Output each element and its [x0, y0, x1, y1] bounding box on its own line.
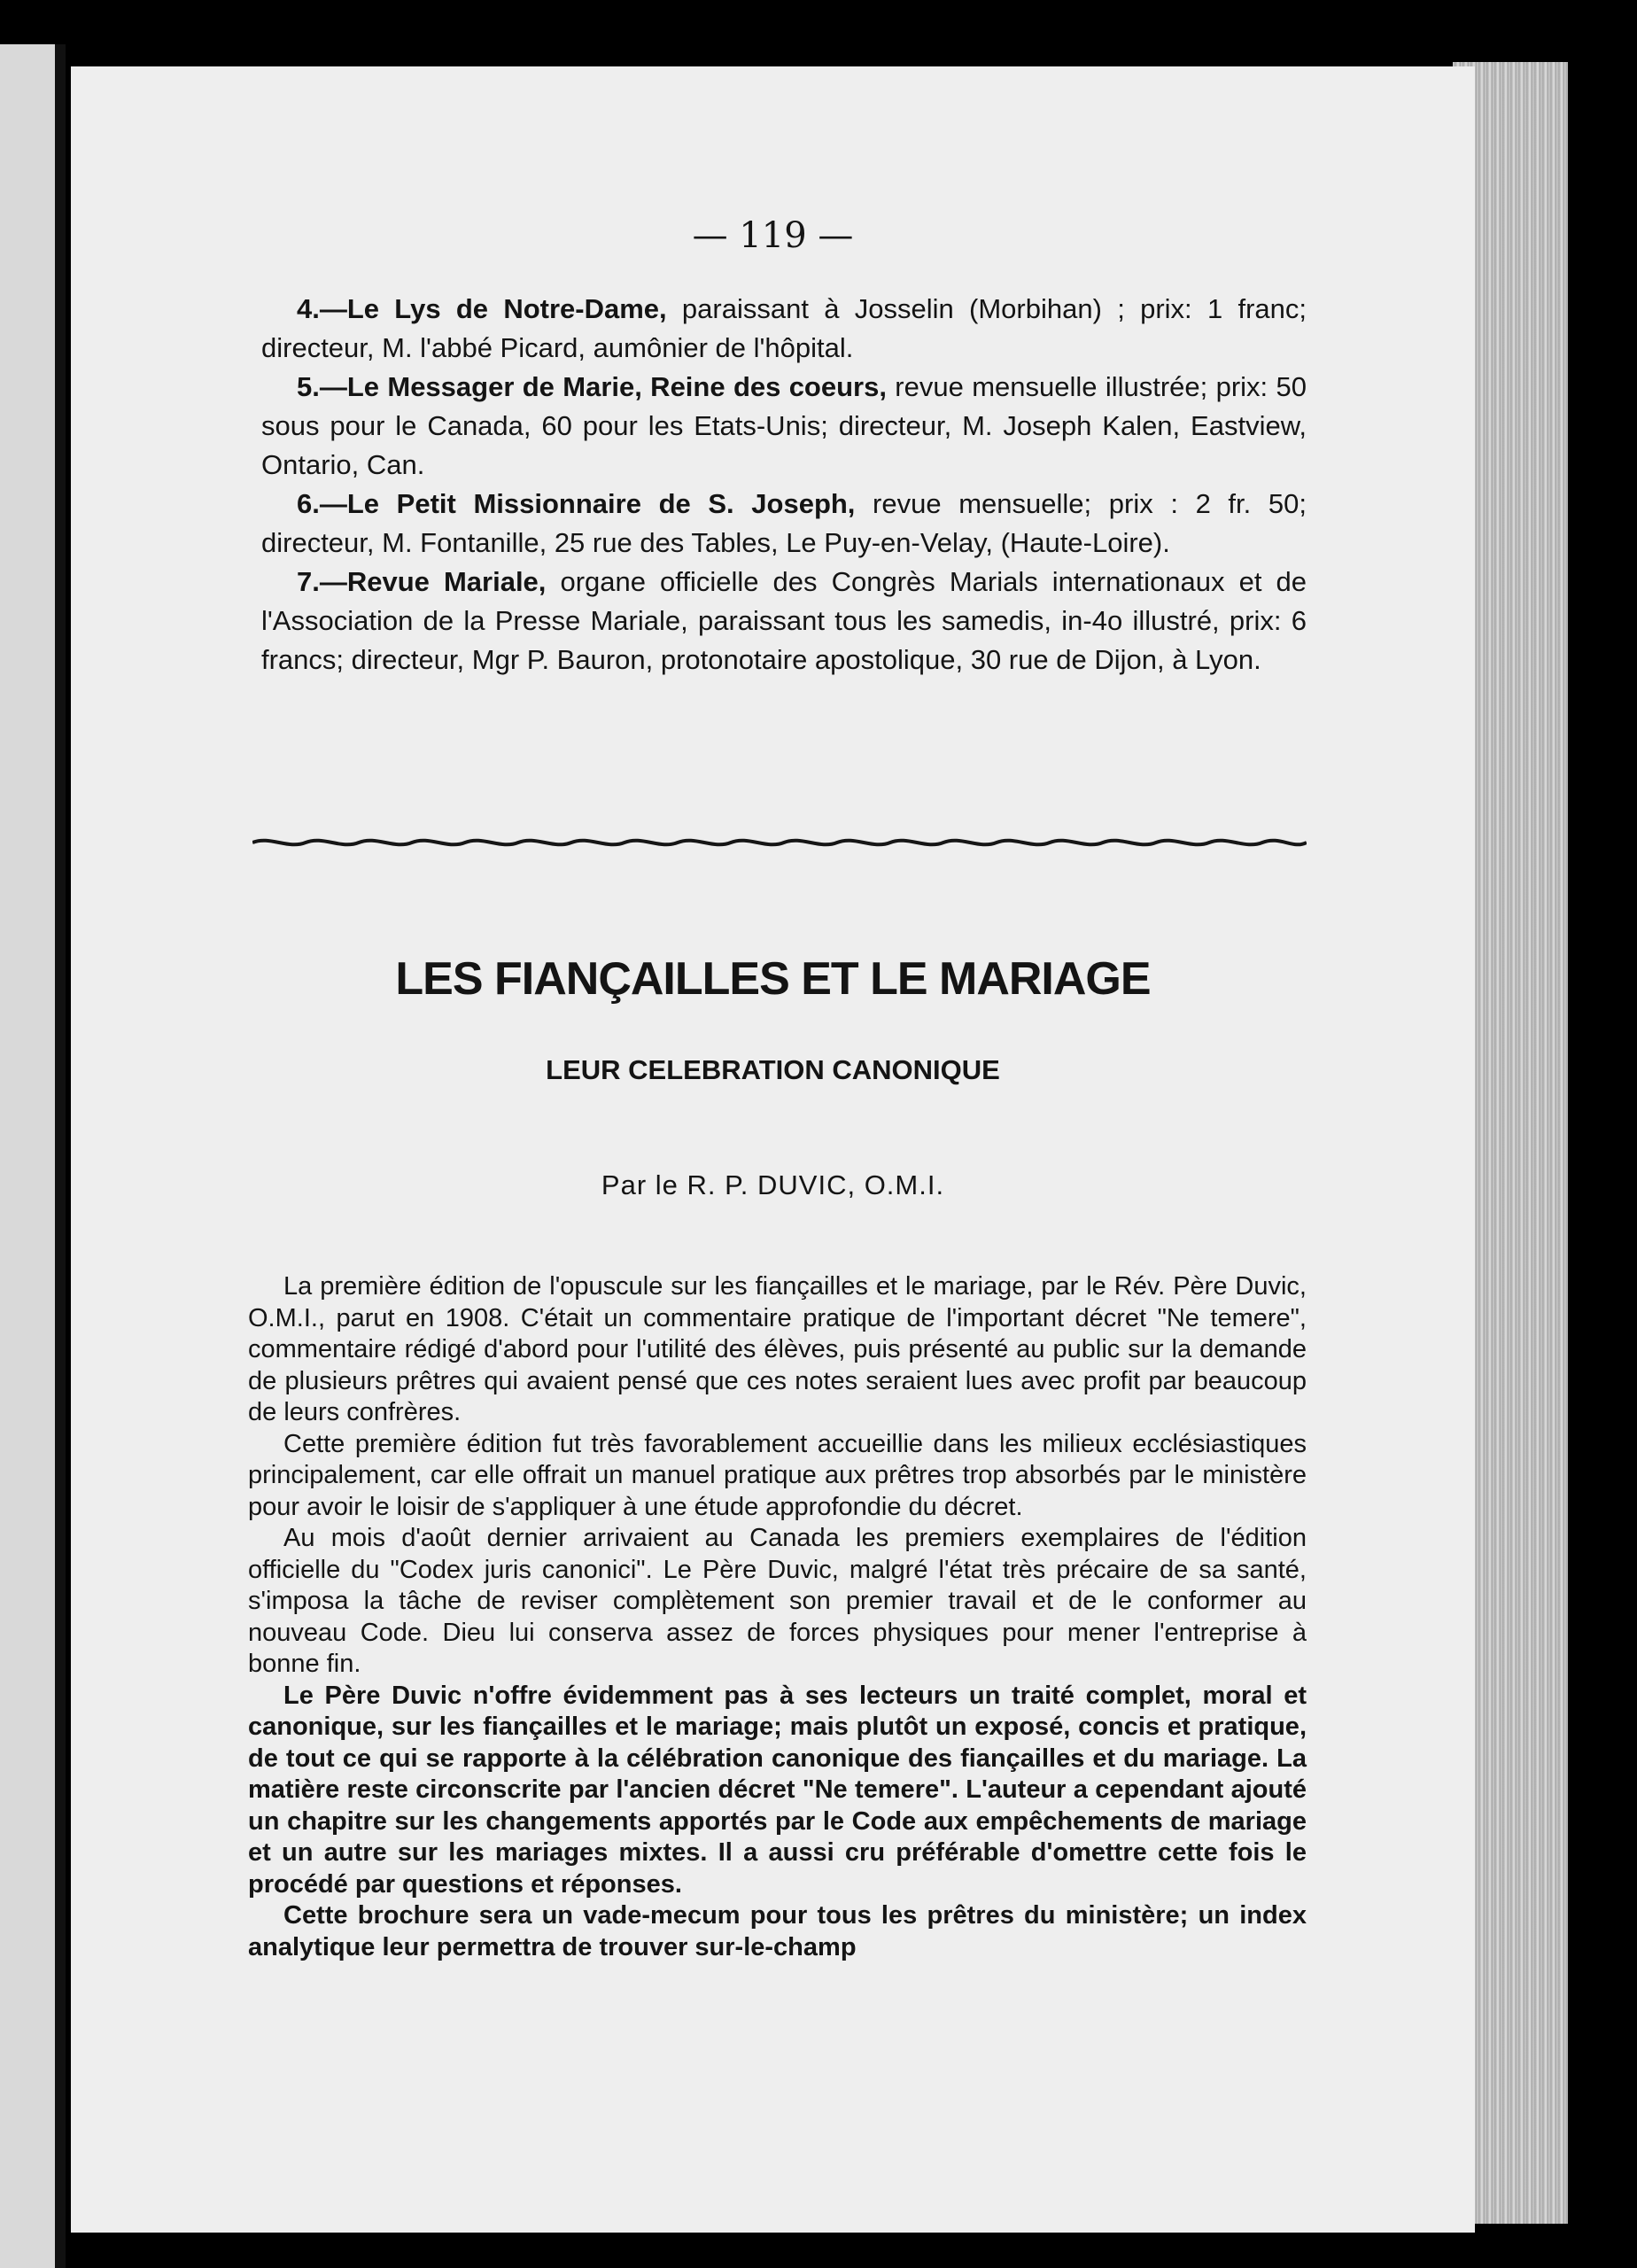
list-item-text: revue mensuelle; prix : 2 fr. 50; directeur, M. Fontanille, 25 rue des Tables, Le Puy-en-Velay, (Haute-Loire). [261, 488, 1307, 558]
publication-list [261, 290, 1307, 680]
list-item [261, 368, 1307, 485]
list-item [261, 290, 1307, 368]
article-paragraph: Au mois d'août dernier arrivaient au Canada les premiers exemplaires de l'édition officielle du "Codex juris canonici". Le Père Duvic, malgré l'état très précaire de sa santé, s'imposa la tâche de reviser complètement son premier travail et de le conformer au nouveau Code. Dieu lui conserva assez de forces physiques pour mener l'entreprise à bonne fin. [248, 1524, 1307, 1678]
wavy-divider [252, 827, 1307, 862]
article-paragraph: Cette première édition fut très favorablement accueillie dans les milieux ecclésiastiques principalement, car elle offrait un manuel pratique aux prêtres trop absorbés par le ministère pour avoir le loisir de s'appliquer à une étude approfondie du décret. [248, 1429, 1307, 1521]
article-byline: Par le R. P. DUVIC, O.M.I. [601, 1169, 945, 1200]
list-item-title: 6.—Le Petit Missionnaire de S. Joseph, [297, 488, 856, 519]
document-page [71, 66, 1475, 2233]
list-item-text: revue mensuelle illustrée; prix: 50 sous pour le Canada, 60 pour les Etats-Unis; directeur, M. Joseph Kalen, Eastview, Ontario, Can. [261, 371, 1307, 480]
list-item-title: 4.—Le Lys de Notre-Dame, [297, 293, 667, 324]
list-item [261, 485, 1307, 563]
page-number: — 119 — [692, 215, 854, 256]
article-subtitle: LEUR CELEBRATION CANONIQUE [546, 1054, 1000, 1085]
list-item [261, 563, 1307, 680]
facing-page-edge [0, 44, 66, 2268]
list-item-title: 7.—Revue Mariale, [297, 566, 547, 597]
article-paragraph: La première édition de l'opuscule sur les fiançailles et le mariage, par le Rév. Père Duvic, O.M.I., parut en 1908. C'était un commentaire pratique de l'important décret "Ne temere", commentaire rédigé d'abord pour l'utilité des élèves, puis présenté au public sur la demande de plusieurs prêtres qui avaient pensé que ces notes seraient lues avec profit par beaucoup de leurs confrères. [248, 1272, 1307, 1426]
list-item-text: organe officielle des Congrès Marials internationaux et de l'Association de la Presse Mariale, paraissant tous les samedis, in-4o illustré, prix: 6 francs; directeur, Mgr P. Bauron, protonotaire apostolique, 30 rue de Dijon, à Lyon. [261, 566, 1307, 675]
article-title: LES FIANÇAILLES ET LE MARIAGE [395, 953, 1151, 1005]
list-item-text: paraissant à Josselin (Morbihan) ; prix: 1 franc; directeur, M. l'abbé Picard, aumônier de l'hôpital. [261, 293, 1307, 363]
article-body [248, 1271, 1307, 1963]
list-item-title: 5.—Le Messager de Marie, Reine des coeurs, [297, 371, 887, 402]
article-paragraph: Le Père Duvic n'offre évidemment pas à ses lecteurs un traité complet, moral et canonique, sur les fiançailles et le mariage; mais plutôt un exposé, concis et pratique, de tout ce qui se rapporte à la célébration canonique des fiançailles et du mariage. La matière reste circonscrite par l'ancien décret "Ne temere". L'auteur a cependant ajouté un chapitre sur les changements apportés par le Code aux empêchements de mariage et un autre sur les mariages mixtes. Il a aussi cru préférable d'omettre cette fois le procédé par questions et réponses. [248, 1681, 1307, 1899]
article-paragraph: Cette brochure sera un vade-mecum pour tous les prêtres du ministère; un index analytique leur permettra de trouver sur-le-champ [248, 1901, 1307, 1961]
